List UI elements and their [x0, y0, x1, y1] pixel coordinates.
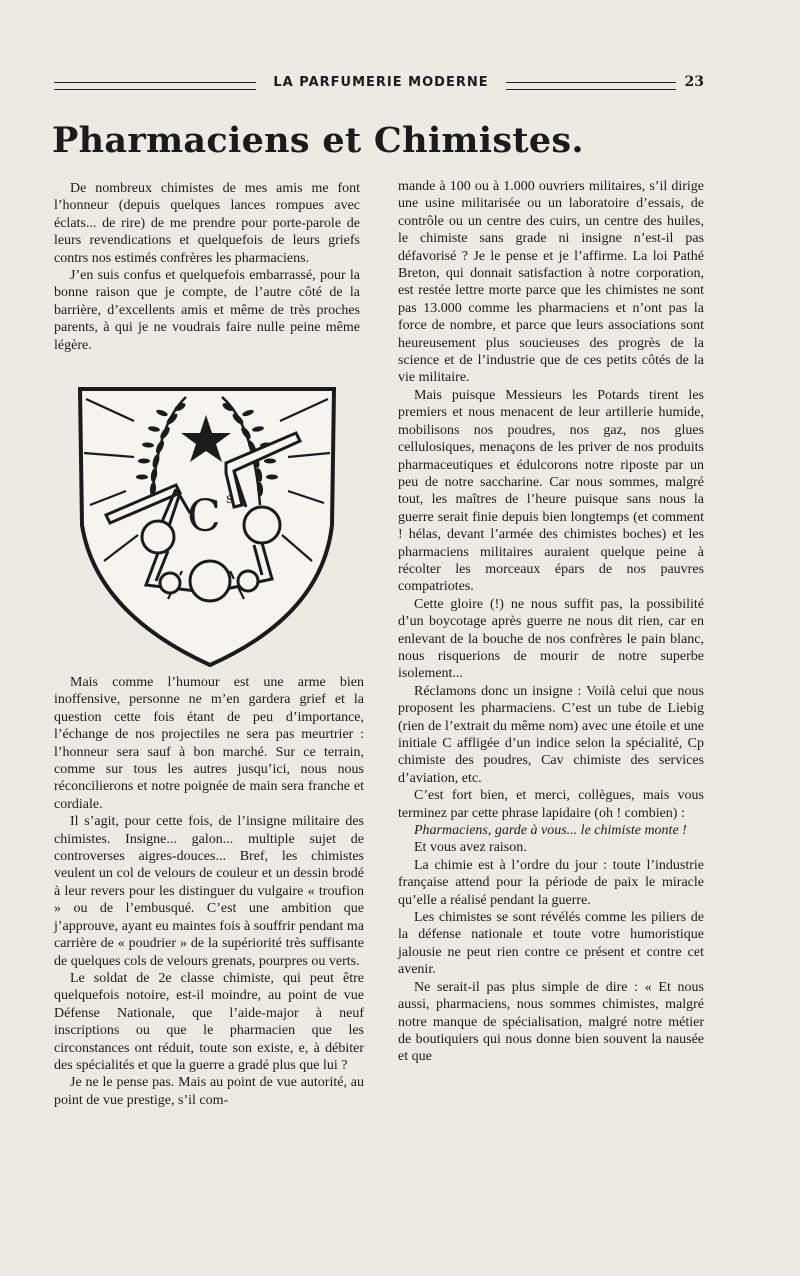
- paragraph: Il s’agit, pour cette fois, de l’insigne militaire des chimistes. Insigne... galon... multiple sujet de controverses aigres-douces... Bref, les chimistes veulent un col de velours de couleur et un dessin brodé à leur revers pour les distinguer du vulgaire « troufion » ou de l’embusqué. C’est une ambition que j’approuve, ayant eu maintes fois à souffrir pendant ma carrière de « poudrier » de la supériorité très suffisante de quelques cols de velours grenats, pourpres ou verts.: [54, 814, 364, 969]
- svg-text:s: s: [226, 491, 234, 507]
- paragraph: La chimie est à l’ordre du jour : toute l’industrie française attend pour la période de paix le miracle qu’elle a réalisé pendant la guerre.: [398, 857, 704, 908]
- paragraph: Mais comme l’humour est une arme bien inoffensive, personne ne m’en gardera grief et la question cette fois étant de peu d’importance, l’échange de nos projectiles ne sera pas meurtrier : l’honneur sera sauf à bon marché. Sur ce terrain, comme sur tous les autres jusqu’ici, nous nous réconcilierons et notre poignée de main sera franche et cordiale.: [54, 675, 364, 812]
- paragraph: Je ne le pense pas. Mais au point de vue autorité, au point de vue prestige, s’il com-: [54, 1075, 364, 1108]
- header-rule-right: [506, 82, 676, 90]
- paragraph: J’en suis confus et quelquefois embarrassé, pour la bonne raison que je compte, de l’autre côté de la barrière, d’excellents amis et même de très proches parents, à qui je ne voudrais faire nulle peine même légère.: [54, 268, 360, 353]
- paragraph: Ne serait-il pas plus simple de dire : « Et nous aussi, pharmaciens, nous sommes chimistes, malgré notre manque de spécialisation, malgré notre métier de boutiquiers qui nous donne bien souvent la nausée et que: [398, 979, 704, 1065]
- article-title: Pharmaciens et Chimistes.: [52, 120, 584, 161]
- chemist-insignia-shield-icon: [76, 385, 338, 667]
- paragraph: mande à 100 ou à 1.000 ouvriers militaires, s’il dirige une usine militarisée ou un laboratoire d’essais, de contrôle ou un centre des cuirs, un centre des huiles, le chimiste sans grade ni insigne n’est-il pas défavorisé ? Je le pense et je l’affirme. La loi Pathé Breton, qui donnait satisfaction à notre corporation, est restée lettre morte parce que les chimistes ne sont pas 13.000 comme les pharmaciens et n’ont pas la force de nombre, et parce que leurs associations sont heureusement plus soucieuses des progrès de la science et de l’industrie que de ces petits côtés de la vie militaire.: [398, 179, 704, 386]
- paragraph: C’est fort bien, et merci, collègues, mais vous terminez par cette phrase lapidaire (oh ! combien) :: [398, 788, 704, 821]
- journal-title: LA PARFUMERIE MODERNE: [273, 75, 489, 90]
- quoted-phrase: Pharmaciens, garde à vous... le chimiste monte !: [414, 823, 687, 839]
- left-column-bottom: [54, 674, 364, 1109]
- paragraph: Cette gloire (!) ne nous suffit pas, la possibilité d’un boycotage après guerre ne nous dit rien, car en enlevant de la bouche de nos confrères le pain blanc, nous risquerions de mourir de notre superbe isolement...: [398, 596, 704, 682]
- page-number: 23: [684, 74, 704, 90]
- right-column: [398, 178, 704, 1066]
- paragraph: Les chimistes se sont révélés comme les piliers de la défense nationale et toute votre humoristique jalousie ne peut rien contre ce présent et contre cet avenir.: [398, 910, 704, 978]
- paragraph: De nombreux chimistes de mes amis me font l’honneur (depuis quelques lances rompues avec éclats... de rire) de me prendre pour porte-parole de leurs revendications et quelquefois de leurs griefs contrs nos estimés confrères les pharmaciens.: [54, 181, 360, 266]
- paragraph: Mais puisque Messieurs les Potards tirent les premiers et nous menacent de leur artillerie humide, mobilisons nos poudres, nos gaz, nos glues cellulosiques, menaçons de les priver de nos produits pharmaceutiques et édulcorons notre riposte par un peu de notre saccharine. Car nous sommes, malgré tout, les maîtres de l’heure puisque sans nous la guerre serait finie depuis bien longtemps (et comment ! hélas, devant l’armée des chimistes boches) et les pharmaciens militaires auraient quelque peine à récolter les morceaux épars de nos pauvres compatriotes.: [398, 387, 704, 595]
- left-column-top: [54, 180, 360, 354]
- header-rule-left: [54, 82, 256, 90]
- running-header: [54, 74, 704, 96]
- paragraph: Et vous avez raison.: [414, 840, 527, 856]
- paragraph: Réclamons donc un insigne : Voilà celui que nous proposent les pharmaciens. C’est un tube de Liebig (rien de l’extrait du même nom) avec une étoile et une initiale C affligée d’un indice selon la spécialité, Cp chimiste des poudres, Cav chimiste des services d’aviation, etc.: [398, 683, 704, 786]
- paragraph: Le soldat de 2e classe chimiste, qui peut être quelquefois notoire, est-il moindre, au point de vue Défense Nationale, que l’aide-major à neuf inscriptions ou que le pharmacien que les circonstances ont réduit, toute son existe, e, à débiter des spécialités et que la guerre a gradé plus que lui ?: [54, 970, 364, 1073]
- svg-text:C: C: [187, 491, 221, 542]
